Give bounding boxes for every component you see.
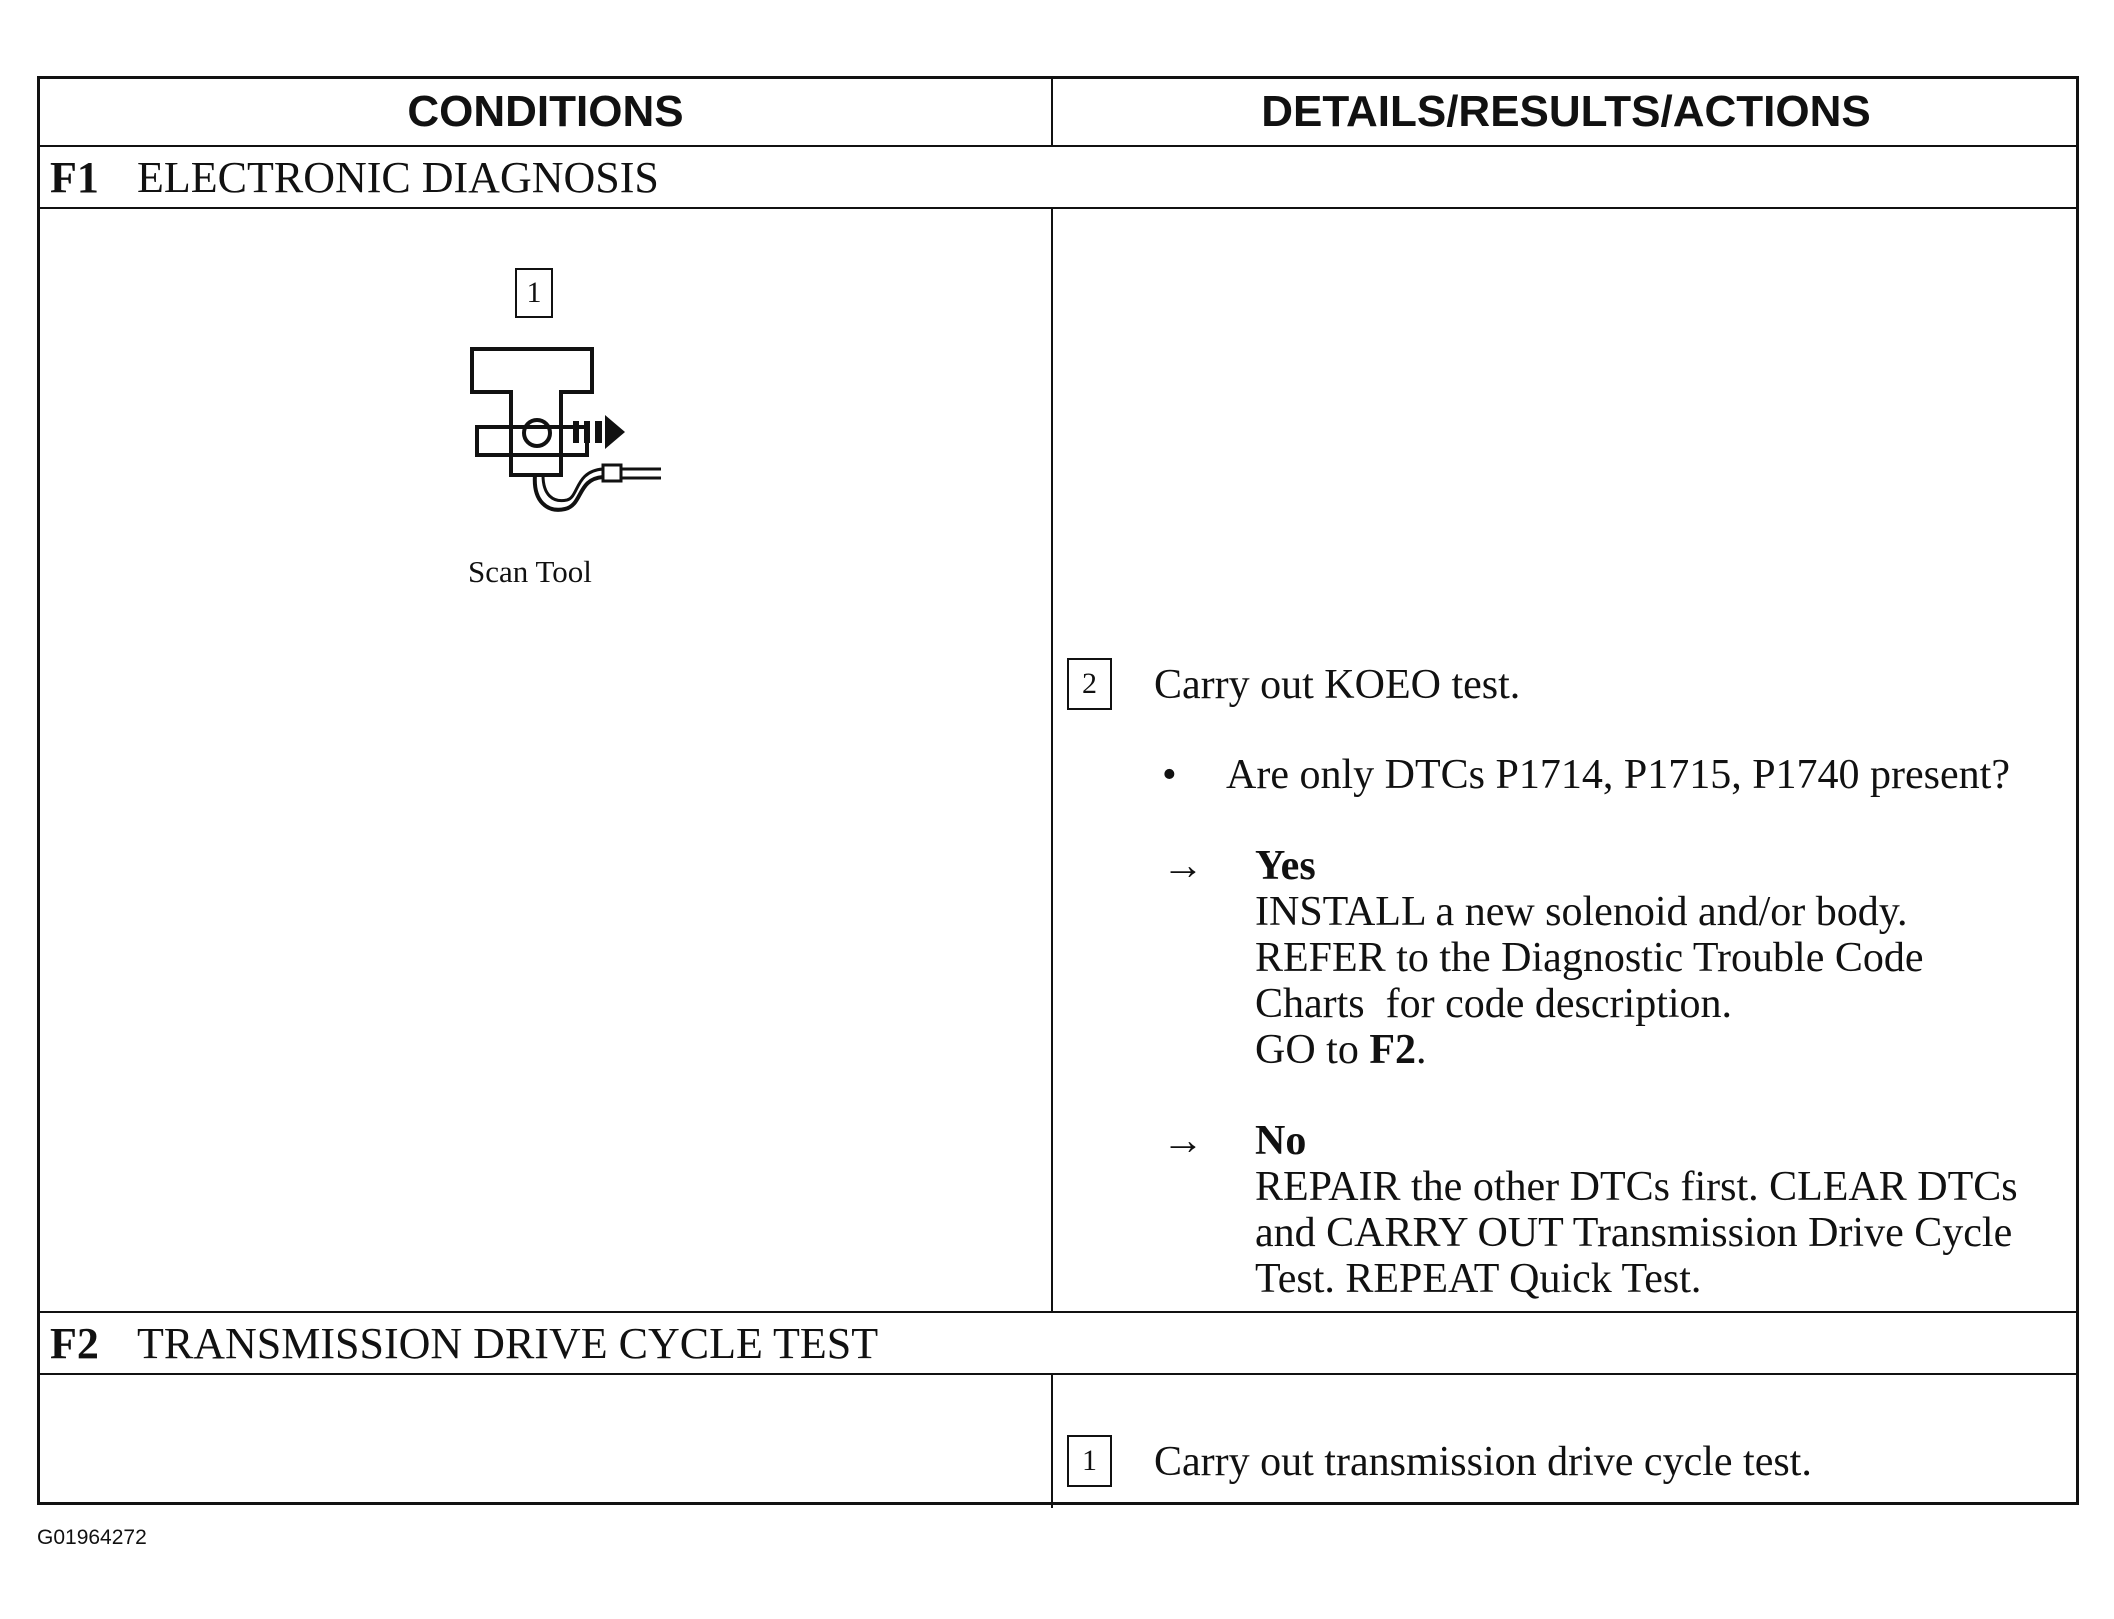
scan-tool-caption: Scan Tool <box>468 554 592 589</box>
yes-action-line: Charts for code description. <box>1255 981 1733 1027</box>
goto-target: F2 <box>1369 1027 1416 1073</box>
arrow-right-icon: → <box>1162 843 1204 889</box>
scan-tool-icon <box>435 341 675 521</box>
figure-id: G01964272 <box>37 1526 147 1549</box>
step-instruction: Carry out KOEO test. <box>1154 662 1521 708</box>
diagnostic-table <box>37 76 2079 1505</box>
goto-suffix: . <box>1416 1027 1427 1073</box>
yes-goto-line <box>1255 1027 1427 1073</box>
column-divider <box>1051 1373 1053 1508</box>
no-action-line: Test. REPEAT Quick Test. <box>1255 1256 1702 1302</box>
step-instruction: Carry out transmission drive cycle test. <box>1154 1439 1812 1485</box>
section-title: ELECTRONIC DIAGNOSIS <box>137 152 659 202</box>
no-action-line: REPAIR the other DTCs first. CLEAR DTCs <box>1255 1164 2018 1210</box>
section-f2-title <box>40 1313 2076 1373</box>
section-id: F1 <box>50 152 99 202</box>
conditions-header: CONDITIONS <box>407 87 684 136</box>
no-label: No <box>1255 1118 1307 1164</box>
f2-title-divider <box>40 1373 2076 1375</box>
section-title: TRANSMISSION DRIVE CYCLE TEST <box>137 1318 879 1368</box>
section-f1-title <box>40 147 2076 207</box>
column-divider <box>1051 207 1053 1313</box>
yes-action-line: INSTALL a new solenoid and/or body. <box>1255 889 1908 935</box>
section-id: F2 <box>50 1318 99 1368</box>
arrow-right-icon: → <box>1162 1118 1204 1164</box>
yes-action-line: REFER to the Diagnostic Trouble Code <box>1255 935 1924 981</box>
goto-text: GO to <box>1255 1027 1370 1073</box>
bullet-icon: • <box>1162 752 1177 798</box>
step-number-box: 1 <box>515 268 553 318</box>
yes-label: Yes <box>1255 843 1316 889</box>
step-number-box: 1 <box>1067 1435 1112 1487</box>
step-number-box: 2 <box>1067 658 1112 710</box>
details-header: DETAILS/RESULTS/ACTIONS <box>1261 87 1871 136</box>
f1-title-divider <box>40 207 2076 209</box>
no-action-line: and CARRY OUT Transmission Drive Cycle <box>1255 1210 2013 1256</box>
diagnostic-question: Are only DTCs P1714, P1715, P1740 present? <box>1226 752 2010 798</box>
